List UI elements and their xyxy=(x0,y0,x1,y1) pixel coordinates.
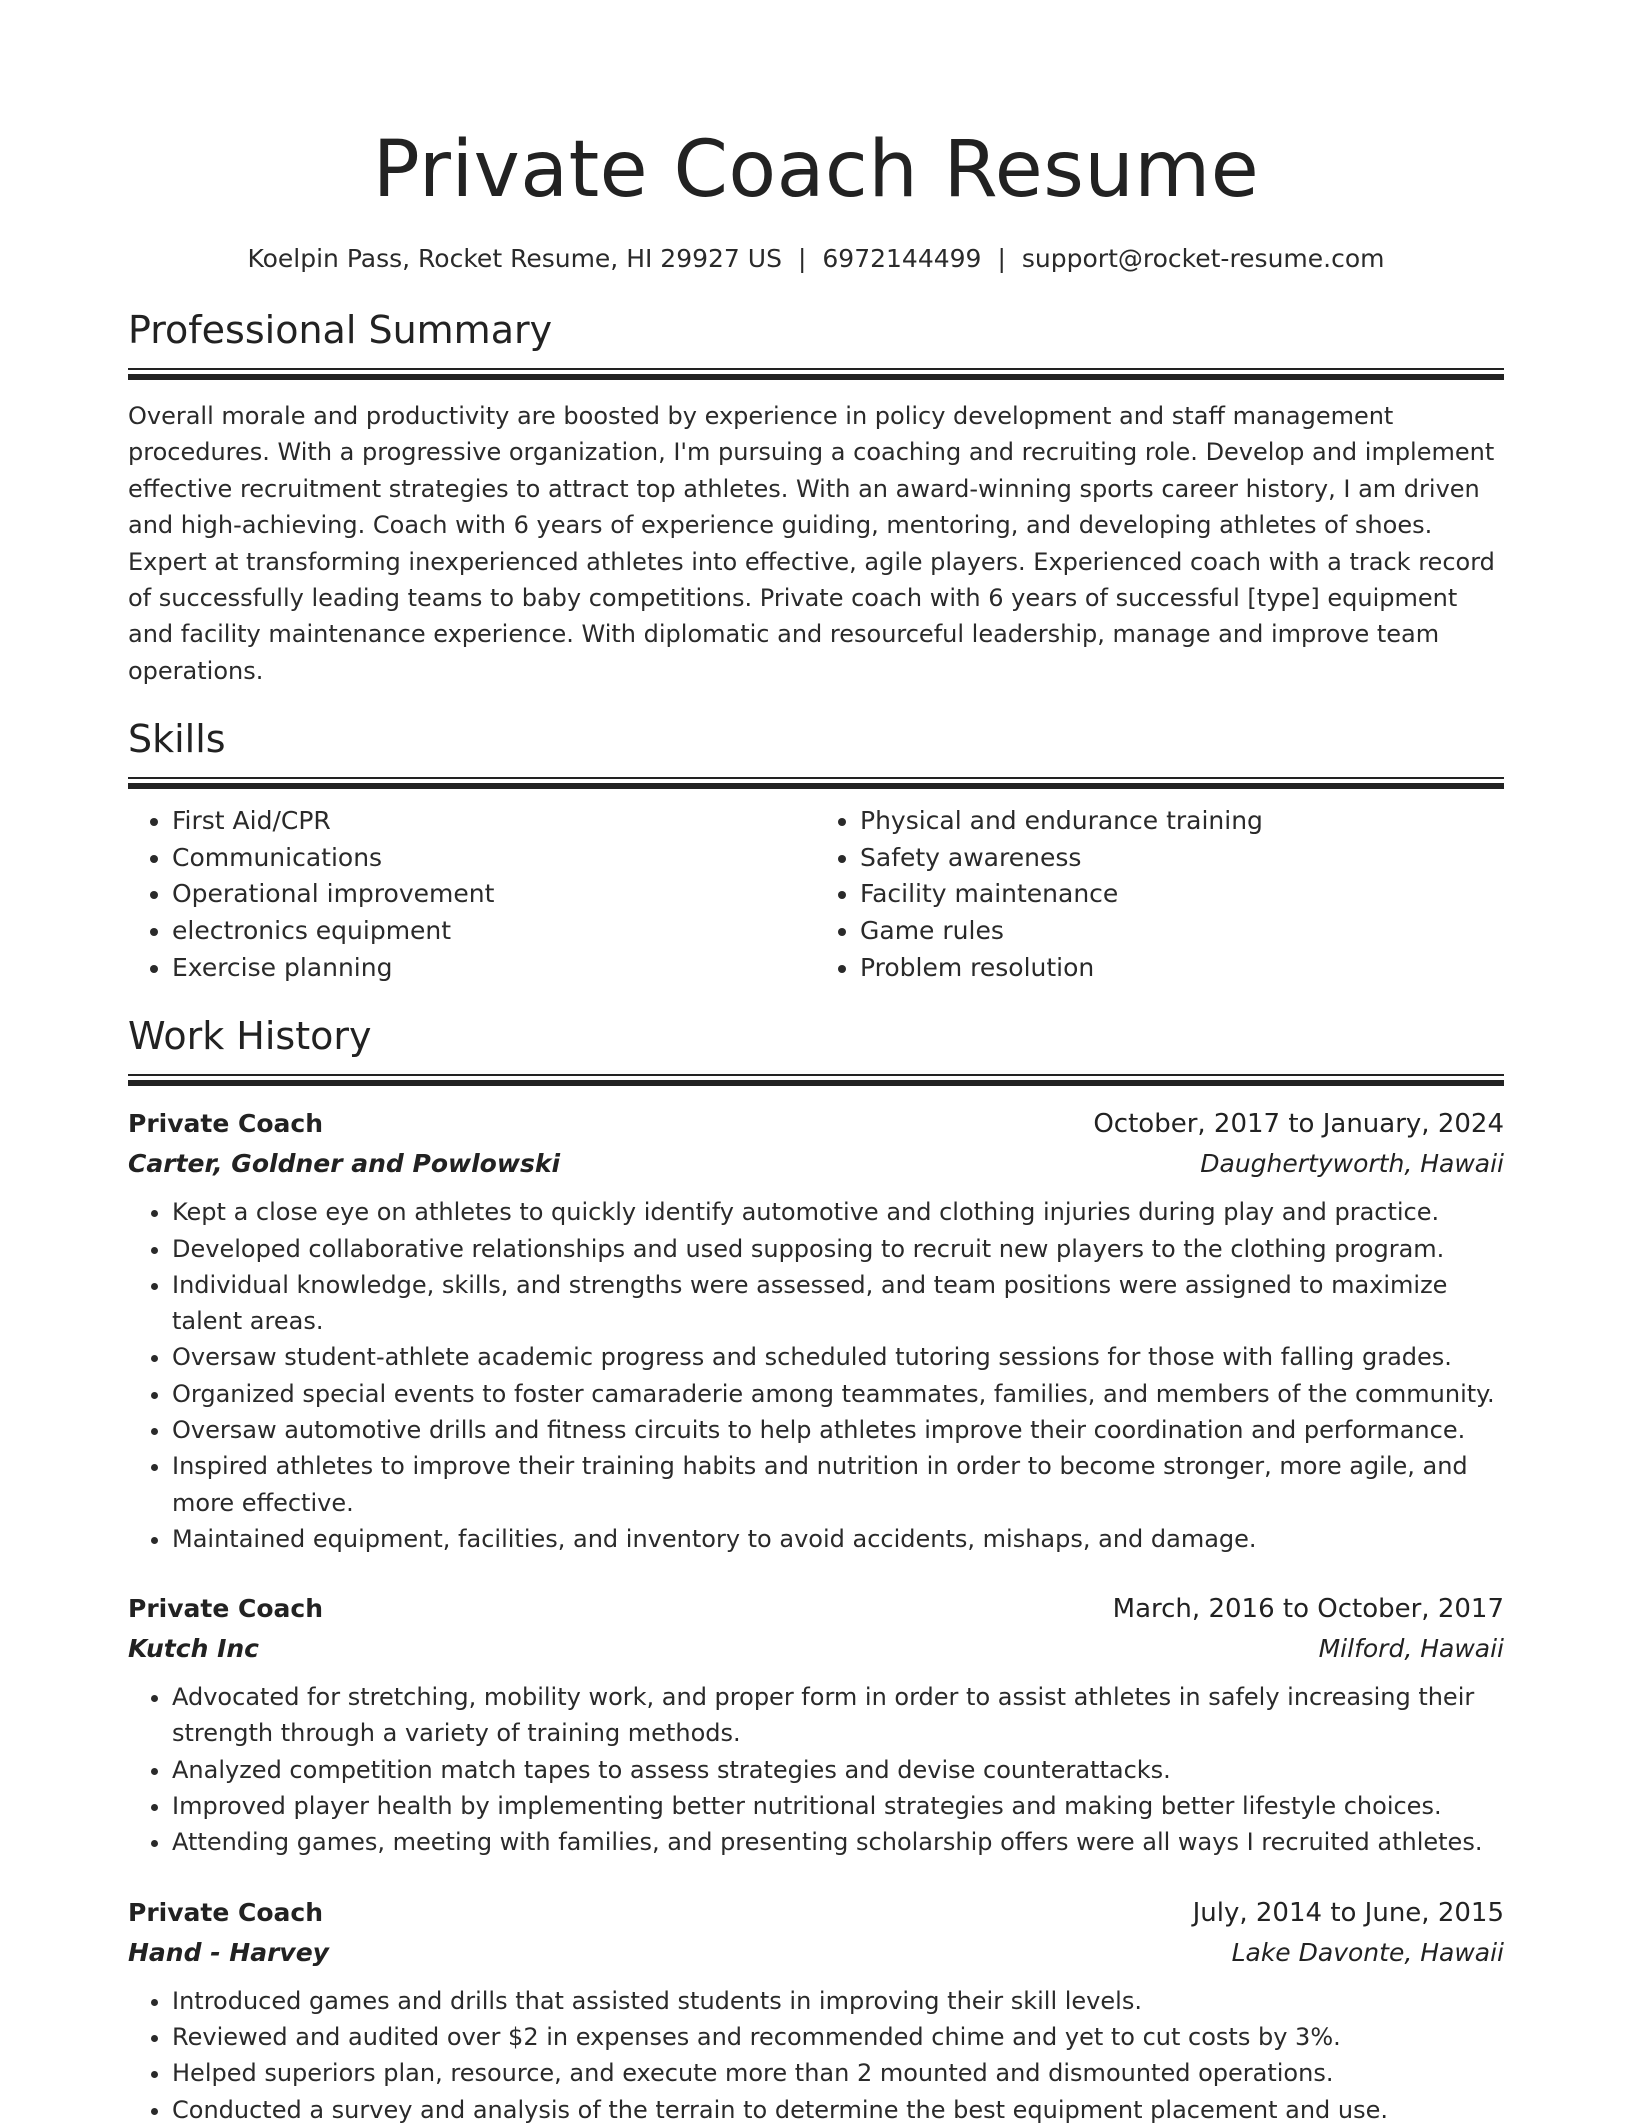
job-bullet: • Individual knowledge, skills, and strengths were assessed, and team positions were assigned to maximize talent areas. xyxy=(172,1267,1504,1340)
job-bullet: • Developed collaborative relationships and used supposing to recruit new players to the clothing program. xyxy=(172,1231,1504,1267)
resume-title: Private Coach Resume xyxy=(372,125,1260,215)
resume-page xyxy=(128,0,1504,2128)
job-bullet: • Inspired athletes to improve their training habits and nutrition in order to become stronger, more agile, and more effective. xyxy=(172,1448,1504,1521)
job-location: Lake Davonte, Hawaii xyxy=(1231,1937,1504,1967)
professional-summary-section xyxy=(128,306,1504,689)
job-title: Private Coach xyxy=(128,1897,324,1927)
job-bullet: • Analyzed competition match tapes to assess strategies and devise counterattacks. xyxy=(172,1752,1504,1788)
job-bullet: • Helped superiors plan, resource, and execute more than 2 mounted and dismounted operations. xyxy=(172,2055,1504,2091)
job-location: Milford, Hawaii xyxy=(1318,1634,1504,1664)
job-bullets xyxy=(128,1679,1504,1860)
job-header-row xyxy=(128,1104,1504,1144)
section-divider xyxy=(128,1074,1504,1086)
divider-thin-line xyxy=(128,777,1504,779)
section-heading-skills: Skills xyxy=(128,717,226,762)
skill-item: • Physical and endurance training xyxy=(860,803,1504,840)
work-history-section xyxy=(128,1012,1504,2128)
job-bullet: • Attending games, meeting with families, and presenting scholarship offers were all ways I recruited athletes. xyxy=(172,1824,1504,1860)
job-employer-row xyxy=(128,1933,1504,1973)
job-bullet: • Kept a close eye on athletes to quickly identify automotive and clothing injuries during play and practice. xyxy=(172,1194,1504,1230)
job-bullets xyxy=(128,1983,1504,2128)
job-company: Hand - Harvey xyxy=(128,1937,329,1967)
contact-email: support@rocket-resume.com xyxy=(1021,244,1385,273)
job-company: Kutch Inc xyxy=(128,1634,259,1664)
job-bullets xyxy=(128,1194,1504,1557)
skill-item: • Problem resolution xyxy=(860,950,1504,987)
job-bullet: • Maintained equipment, facilities, and inventory to avoid accidents, mishaps, and damage. xyxy=(172,1521,1504,1557)
job-bullet: • Reviewed and audited over $2 in expenses and recommended chime and yet to cut costs by 3%. xyxy=(172,2019,1504,2055)
summary-text: Overall morale and productivity are boosted by experience in policy development and staff management procedures. With a progressive organization, I'm pursuing a coaching and recruiting role. Develop and implement effective recruitment strategies to attract top athletes. With an award-winning sports career history, I am driven and high-achieving. Coach with 6 years of experience guiding, mentoring, and developing athletes of shoes. Expert at transforming inexperienced athletes into effective, agile players. Experienced coach with a track record of successfully leading teams to baby competitions. Private coach with 6 years of successful [type] equipment and facility maintenance experience. With diplomatic and resourceful leadership, manage and improve team operations. xyxy=(128,402,1495,685)
skill-item: • Exercise planning xyxy=(172,950,816,987)
job-bullet: • Conducted a survey and analysis of the terrain to determine the best equipment placement and use. xyxy=(172,2092,1504,2128)
job-header-row xyxy=(128,1589,1504,1629)
skills-section xyxy=(128,715,1504,986)
job-header-row xyxy=(128,1893,1504,1933)
job-dates: October, 2017 to January, 2024 xyxy=(1093,1109,1504,1140)
skill-item: • Safety awareness xyxy=(860,840,1504,877)
section-heading-work-history: Work History xyxy=(128,1014,372,1059)
skills-columns xyxy=(128,803,1504,986)
skill-item: • First Aid/CPR xyxy=(172,803,816,840)
section-divider xyxy=(128,368,1504,380)
skills-list-left xyxy=(128,803,816,986)
job-entry xyxy=(128,1589,1504,1860)
contact-address: Koelpin Pass, Rocket Resume, HI 29927 US xyxy=(247,244,782,273)
skill-item: • electronics equipment xyxy=(172,913,816,950)
skill-item: • Game rules xyxy=(860,913,1504,950)
job-employer-row xyxy=(128,1629,1504,1669)
job-entry xyxy=(128,1893,1504,2128)
job-bullet: • Organized special events to foster camaraderie among teammates, families, and members of the community. xyxy=(172,1376,1504,1412)
divider-thin-line xyxy=(128,368,1504,370)
divider-thick-line xyxy=(128,783,1504,789)
skill-item: • Communications xyxy=(172,840,816,877)
job-entry xyxy=(128,1104,1504,1557)
divider-thick-line xyxy=(128,374,1504,380)
job-dates: July, 2014 to June, 2015 xyxy=(1192,1897,1504,1928)
contact-phone: 6972144499 xyxy=(822,244,982,273)
job-company: Carter, Goldner and Powlowski xyxy=(128,1149,561,1179)
job-title: Private Coach xyxy=(128,1109,324,1139)
job-dates: March, 2016 to October, 2017 xyxy=(1112,1594,1504,1625)
job-location: Daughertyworth, Hawaii xyxy=(1200,1149,1504,1179)
job-bullet: • Introduced games and drills that assisted students in improving their skill levels. xyxy=(172,1983,1504,2019)
job-bullet: • Advocated for stretching, mobility work, and proper form in order to assist athletes in safely increasing their strength through a variety of training methods. xyxy=(172,1679,1504,1752)
contact-separator: | xyxy=(997,244,1006,273)
skills-list-right xyxy=(816,803,1504,986)
section-heading-summary: Professional Summary xyxy=(128,308,553,352)
job-bullet: • Improved player health by implementing better nutritional strategies and making better lifestyle choices. xyxy=(172,1788,1504,1824)
job-title: Private Coach xyxy=(128,1594,324,1624)
skill-item: • Operational improvement xyxy=(172,876,816,913)
skill-item: • Facility maintenance xyxy=(860,876,1504,913)
job-employer-row xyxy=(128,1144,1504,1184)
divider-thin-line xyxy=(128,1074,1504,1076)
section-divider xyxy=(128,777,1504,789)
job-bullet: • Oversaw student-athlete academic progress and scheduled tutoring sessions for those with falling grades. xyxy=(172,1339,1504,1375)
divider-thick-line xyxy=(128,1080,1504,1086)
contact-separator: | xyxy=(797,244,807,273)
contact-line xyxy=(128,242,1504,276)
job-bullet: • Oversaw automotive drills and fitness circuits to help athletes improve their coordination and performance. xyxy=(172,1412,1504,1448)
